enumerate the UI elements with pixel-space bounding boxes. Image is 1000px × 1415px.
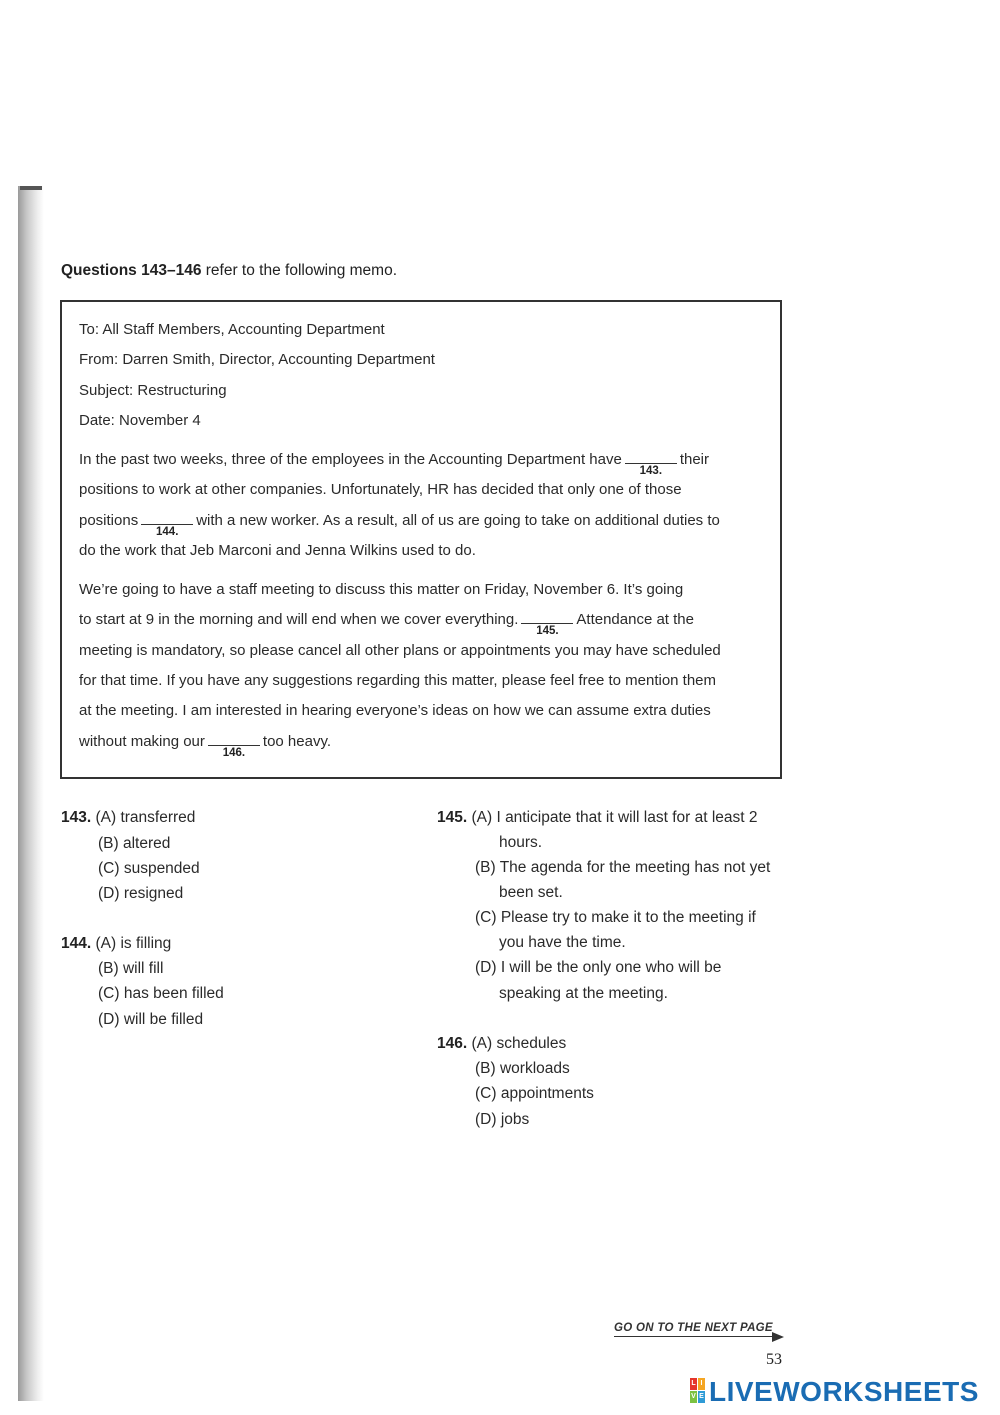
option-144-a[interactable]: (A) is filling (95, 935, 172, 952)
questions-range: Questions 143–146 (61, 262, 202, 279)
option-146-c[interactable]: (C) appointments (475, 1085, 594, 1102)
p1-line3-text-b: with a new worker. As a result, all of us are going to take on additional duties to (196, 512, 720, 529)
p1-line3-text-a: positions (79, 512, 139, 529)
option-144-d[interactable]: (D) will be filled (98, 1011, 204, 1028)
memo-p1-line4: do the work that Jeb Marconi and Jenna Wilkins used to do. (79, 542, 476, 559)
memo-p2-line6 (79, 733, 332, 759)
blank-144-number: 144. (156, 526, 179, 538)
memo-p2-line2 (79, 611, 694, 637)
memo-p2-line5: at the meeting. I am interested in hearing everyone’s ideas on how we can assume extra duties (79, 702, 711, 719)
blank-146[interactable] (208, 733, 260, 759)
page-edge-mark (20, 186, 42, 190)
question-144 (61, 935, 171, 953)
blank-145-number: 145. (536, 625, 559, 637)
go-next-page-label: GO ON TO THE NEXT PAGE (614, 1322, 773, 1334)
blank-144[interactable] (141, 512, 193, 538)
liveworksheets-brand-text: LIVEWORKSHEETS (709, 1376, 979, 1407)
p1-line1-text-b: their (679, 451, 710, 468)
question-143 (61, 809, 195, 827)
option-146-d[interactable]: (D) jobs (475, 1111, 530, 1128)
option-145-c[interactable]: (C) Please try to make it to the meeting if (475, 909, 756, 926)
memo-p2-line4: for that time. If you have any suggestions regarding this matter, please feel free to mention them (79, 672, 717, 689)
option-145-d-cont[interactable]: speaking at the meeting. (499, 985, 668, 1002)
option-145-c-cont[interactable]: you have the time. (499, 934, 626, 951)
option-144-b[interactable]: (B) will fill (98, 960, 164, 977)
blank-145[interactable] (521, 611, 573, 637)
arrow-right-icon (772, 1332, 784, 1342)
go-next-underline (614, 1336, 774, 1337)
memo-p1-line2: positions to work at other companies. Unfortunately, HR has decided that only one of those (79, 481, 682, 498)
option-143-a[interactable]: (A) transferred (95, 809, 196, 826)
option-144-c[interactable]: (C) has been filled (98, 985, 224, 1002)
memo-date: Date: November 4 (79, 412, 201, 429)
question-143-number: 143. (61, 809, 92, 826)
memo-subject: Subject: Restructuring (79, 382, 227, 399)
memo-p2-line1: We’re going to have a staff meeting to discuss this matter on Friday, November 6. It’s going (79, 581, 684, 598)
p2-line2-text-b: Attendance at the (576, 611, 694, 628)
question-145-number: 145. (437, 809, 468, 826)
liveworksheets-logo[interactable] (690, 1376, 990, 1408)
questions-intro (61, 262, 397, 280)
memo-from: From: Darren Smith, Director, Accounting Department (79, 351, 435, 368)
option-145-a[interactable]: (A) I anticipate that it will last for at least 2 (471, 809, 758, 826)
option-143-c[interactable]: (C) suspended (98, 860, 200, 877)
question-146 (437, 1035, 566, 1053)
blank-143-number: 143. (639, 465, 663, 477)
intro-text: refer to the following memo. (201, 262, 398, 279)
p2-line6-text-b: too heavy. (262, 733, 332, 750)
memo-p2-line3: meeting is mandatory, so please cancel all other plans or appointments you may have scheduled (79, 642, 721, 659)
liveworksheets-logo-icon: L I V E (690, 1378, 706, 1404)
book-spine-shadow (18, 186, 44, 1401)
option-145-b[interactable]: (B) The agenda for the meeting has not yet (475, 859, 771, 876)
option-146-a[interactable]: (A) schedules (471, 1035, 567, 1052)
option-146-b[interactable]: (B) workloads (475, 1060, 570, 1077)
option-145-b-cont[interactable]: been set. (499, 884, 563, 901)
p1-line1-text-a: In the past two weeks, three of the employees in the Accounting Department have (79, 451, 622, 468)
page-number: 53 (766, 1351, 782, 1368)
option-143-b[interactable]: (B) altered (98, 835, 171, 852)
blank-146-number: 146. (222, 747, 246, 759)
p2-line2-text-a: to start at 9 in the morning and will end when we cover everything. (79, 611, 519, 628)
option-145-d[interactable]: (D) I will be the only one who will be (475, 959, 722, 976)
question-146-number: 146. (437, 1035, 468, 1052)
memo-p1-line3 (79, 512, 720, 538)
option-143-d[interactable]: (D) resigned (98, 885, 184, 902)
memo-to: To: All Staff Members, Accounting Department (79, 321, 385, 338)
question-145 (437, 809, 758, 827)
p2-line6-text-a: without making our (79, 733, 205, 750)
question-144-number: 144. (61, 935, 92, 952)
memo-p1-line1 (79, 451, 710, 477)
blank-143[interactable] (625, 451, 677, 477)
option-145-a-cont[interactable]: hours. (499, 834, 543, 851)
